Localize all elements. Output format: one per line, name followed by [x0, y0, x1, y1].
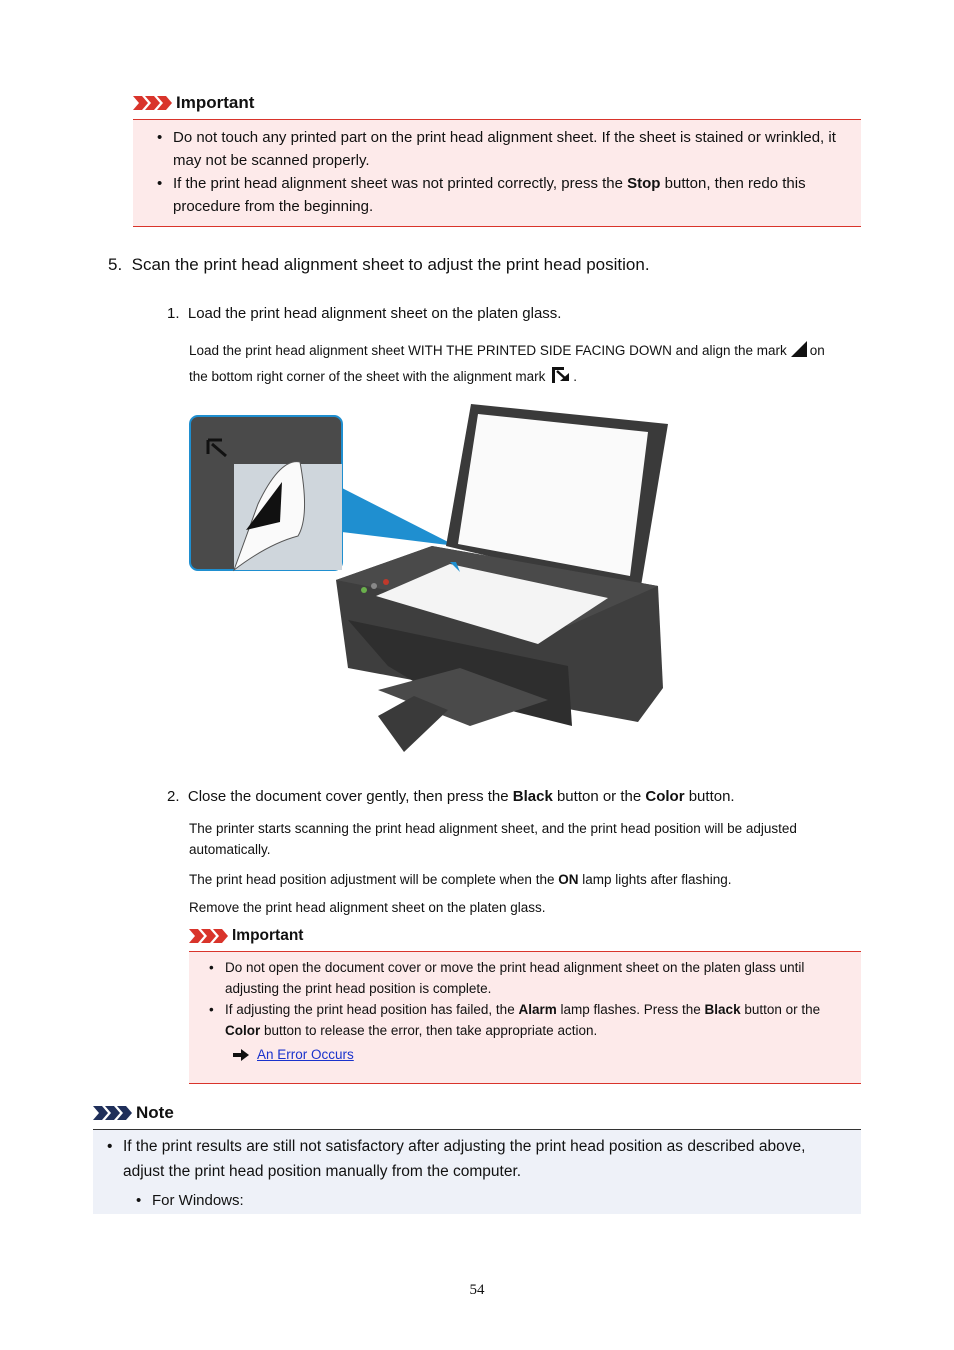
alignment-mark-icon — [551, 366, 571, 384]
step-5 — [108, 255, 650, 275]
step-number: 5. — [108, 255, 123, 274]
important-inner-box — [189, 951, 861, 1084]
important-inner-heading: Important — [189, 927, 303, 945]
printer-illustration — [188, 396, 668, 756]
step-text: Scan the print head alignment sheet to adjust the print head position. — [131, 255, 650, 274]
important-chevron-icon — [189, 929, 229, 943]
important-bullet-2: • If the print head alignment sheet was not printed correctly, press the Stop button, then redo this procedure from the beginning. — [155, 172, 855, 218]
important-heading-text: Important — [176, 93, 255, 112]
callout-pointer — [342, 488, 456, 546]
important-inner-bullet-1: • Do not open the document cover or move the print head alignment sheet on the platen glass until adjusting the print head position is complete. — [207, 957, 855, 999]
note-sub-bullet: • For Windows: — [134, 1189, 841, 1213]
note-chevron-icon — [93, 1106, 133, 1120]
note-box — [93, 1129, 861, 1214]
note-heading: Note — [93, 1103, 174, 1123]
triangle-mark-icon — [791, 341, 807, 357]
substep-1-paragraph: Load the print head alignment sheet WITH THE PRINTED SIDE FACING DOWN and align the mark on the bottom right corner of the sheet with the alignment mark . — [189, 343, 825, 384]
an-error-occurs-link[interactable]: An Error Occurs — [257, 1047, 354, 1062]
important-inner-bullet-2: • If adjusting the print head position has failed, the Alarm lamp flashes. Press the Black button or the Color button to release the error, then take appropriate action. — [207, 999, 855, 1041]
substep-2-title: 2. Close the document cover gently, then press the Black button or the Color button. — [167, 788, 735, 805]
page-number: 54 — [469, 1282, 485, 1298]
substep-2-para-1: The printer starts scanning the print head alignment sheet, and the print head position will be adjusted automatically. — [189, 821, 797, 857]
arrow-right-icon — [233, 1049, 249, 1061]
note-bullet-1: • If the print results are still not satisfactory after adjusting the print head position as described above, adjust the print head position manually from the computer. — [105, 1134, 841, 1184]
important-box — [133, 119, 861, 227]
important-bullet-1: • Do not touch any printed part on the print head alignment sheet. If the sheet is stained or wrinkled, it may not be scanned properly. — [155, 126, 855, 172]
substep-2-para-3: Remove the print head alignment sheet on the platen glass. — [189, 900, 546, 915]
substep-2-para-2: The print head position adjustment will be complete when the ON lamp lights after flashing. — [189, 872, 732, 887]
substep-1-title: 1. Load the print head alignment sheet on the platen glass. — [167, 305, 562, 322]
important-heading — [133, 93, 254, 113]
important-chevron-icon — [133, 96, 173, 110]
error-link-row — [233, 1047, 855, 1062]
